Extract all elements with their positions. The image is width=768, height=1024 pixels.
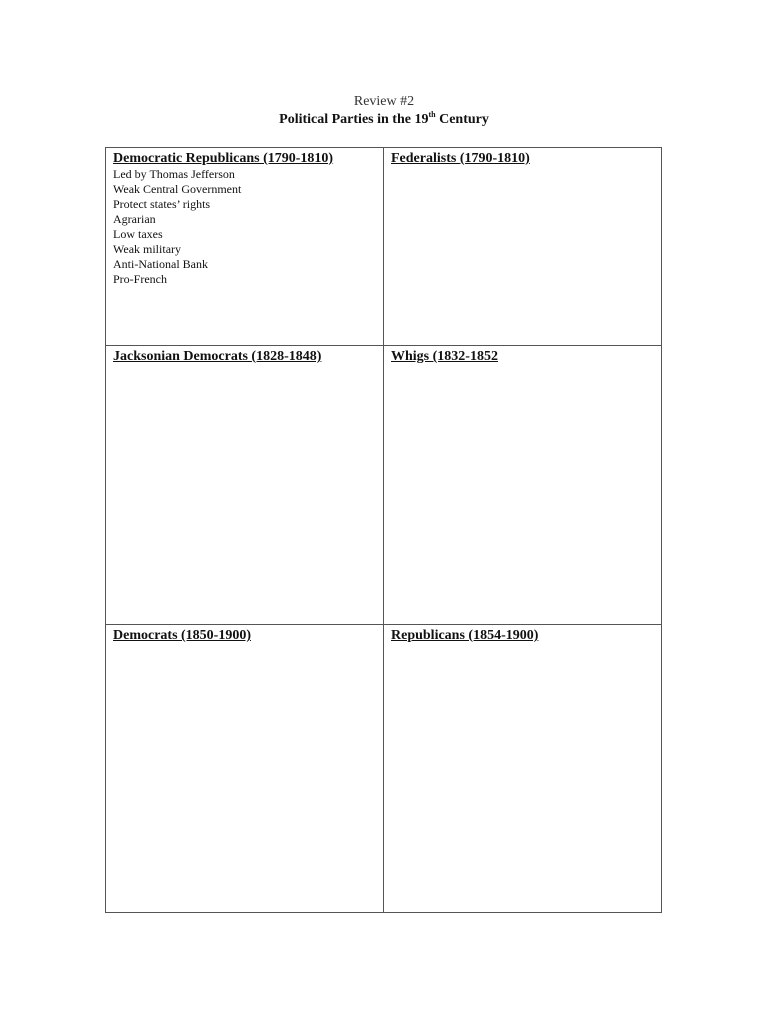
party-point: Protect states’ rights [113,197,211,211]
party-heading: Democratic Republicans (1790-1810) [113,151,334,166]
party-point: Agrarian [113,212,156,226]
title-suffix: Century [435,112,489,127]
page-title [0,112,768,128]
party-point: Weak Central Government [113,182,242,196]
party-point: Weak military [113,242,182,256]
party-heading: Federalists (1790-1810) [391,151,530,166]
party-cell-jacksonian-democrats [106,345,384,624]
review-subtitle: Review #2 [353,94,415,109]
party-cell-democratic-republicans [106,148,384,345]
party-point: Anti-National Bank [113,257,208,271]
party-point: Led by Thomas Jefferson [113,167,235,181]
title-superscript: th [428,110,436,119]
party-point: Low taxes [113,227,163,241]
party-cell-whigs [384,345,661,624]
party-grid [105,147,662,913]
party-heading: Whigs (1832-1852 [391,349,498,364]
party-points-list [113,167,376,287]
party-cell-federalists [384,148,661,345]
party-cell-republicans [384,624,661,912]
party-point: Pro-French [113,272,167,286]
party-heading: Jacksonian Democrats (1828-1848) [113,349,322,364]
party-heading: Democrats (1850-1900) [113,628,252,643]
title-text: Political Parties in the 19 [279,112,429,127]
party-cell-democrats [106,624,384,912]
party-heading: Republicans (1854-1900) [391,628,539,643]
